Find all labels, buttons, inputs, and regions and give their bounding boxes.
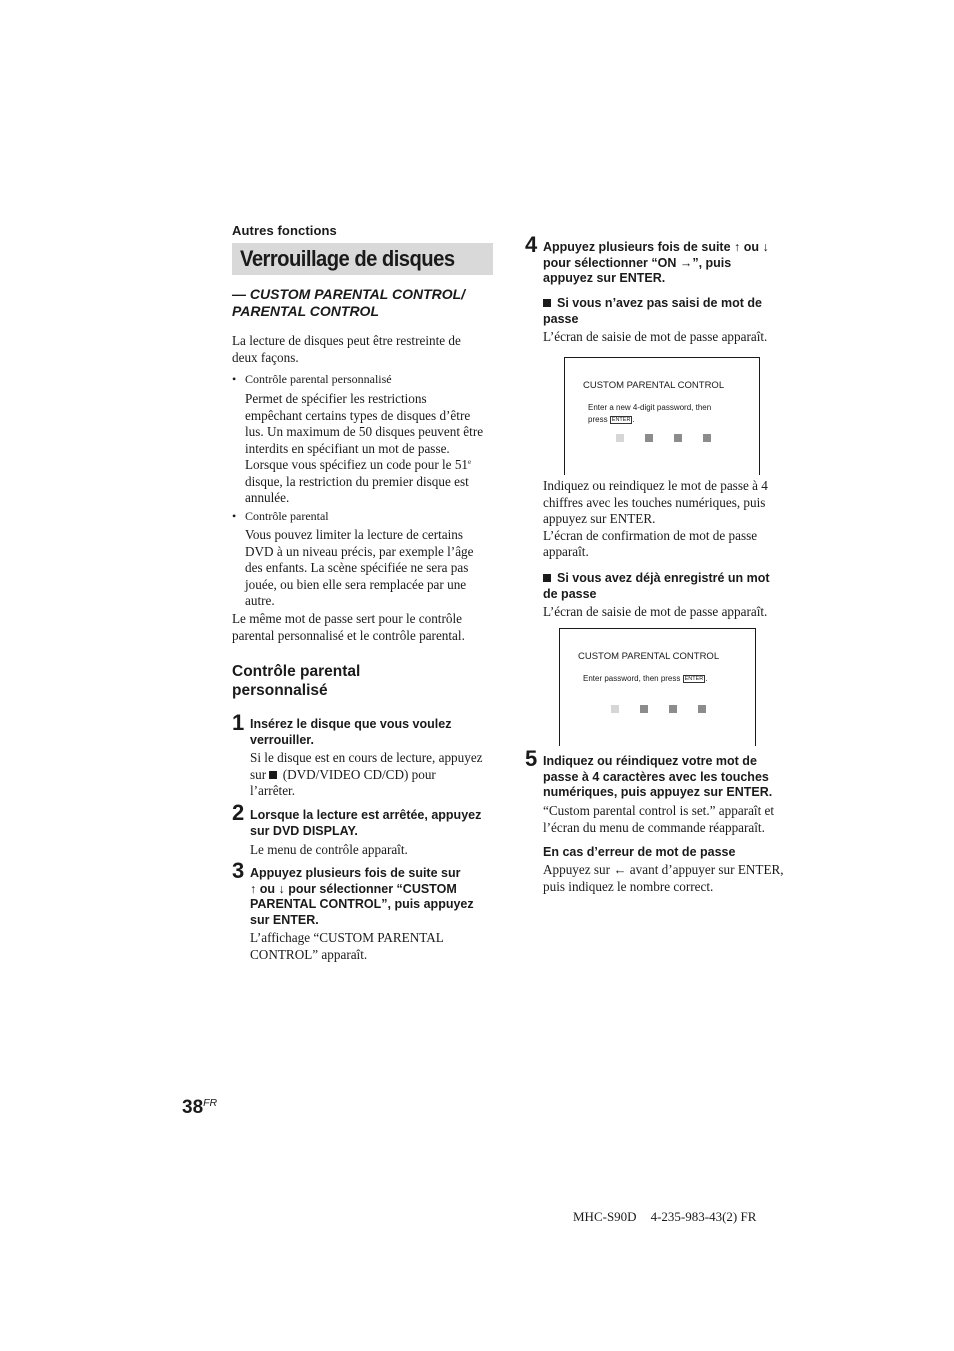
text-line: appuyez sur ENTER.: [543, 271, 666, 285]
password-digit-placeholder: [616, 434, 624, 442]
text-line: Indiquez ou réindiquez votre mot de: [543, 754, 757, 768]
text-line: Insérez le disque que vous voulez: [250, 717, 452, 731]
text-line: puis indiquez le nombre correct.: [543, 878, 714, 894]
text-line: [250, 767, 483, 784]
text-line: Appuyez plusieurs fois de suite ↑ ou ↓: [543, 240, 769, 254]
text-line: Le menu de contrôle apparaît.: [250, 842, 408, 857]
text-line: PARENTAL CONTROL”, puis appuyez: [250, 897, 474, 911]
text-line: empêchant certains types de disques d’être: [245, 407, 471, 423]
bullet-dot: •: [232, 509, 237, 523]
text-span: sur: [250, 766, 267, 782]
bullet-item: [232, 371, 492, 387]
text-line: des enfants. La scène spécifiée ne sera pas: [245, 560, 469, 575]
screen-prompt: [588, 402, 711, 426]
text-line: lus. Un maximum de 50 disques peuvent être: [245, 424, 484, 439]
bullet-dot: •: [232, 372, 237, 386]
bullet-label: Contrôle parental: [245, 509, 329, 523]
text-line: annulée.: [245, 490, 290, 505]
step-instruction: [250, 808, 481, 839]
step-number: 5: [525, 746, 538, 771]
text-line: numériques, puis appuyez sur ENTER.: [543, 785, 773, 799]
case-body: L’écran de saisie de mot de passe apparaît.: [543, 604, 768, 619]
text-line: verrouiller.: [250, 732, 314, 747]
heading-line: Contrôle parental: [232, 663, 361, 680]
text-line: Appuyez sur ← avant d’appuyer sur ENTER,: [543, 862, 784, 877]
text-span: press: [588, 415, 608, 424]
text-span: Lorsque vous spécifiez un code pour le 51: [245, 457, 469, 472]
password-digit-placeholder: [645, 434, 653, 442]
bullet-item: [232, 508, 492, 524]
step-instruction: [250, 717, 451, 748]
password-digit-placeholder: [698, 705, 706, 713]
title-bar: [232, 243, 493, 275]
password-digit-placeholder: [669, 705, 677, 713]
text-line: disque, la restriction du premier disque est: [245, 473, 469, 489]
step-instruction: [250, 866, 474, 928]
footer-model-code: [573, 1209, 756, 1225]
step-detail: [250, 750, 483, 800]
section-label: Autres fonctions: [232, 223, 337, 238]
text-line: ↑ ou ↓ pour sélectionner “CUSTOM: [250, 881, 457, 896]
intro-paragraph: [232, 333, 461, 366]
screen-title: CUSTOM PARENTAL CONTROL: [583, 380, 725, 391]
text-line: Appuyez plusieurs fois de suite sur: [250, 866, 461, 880]
step-number: 2: [232, 800, 245, 825]
text-line: “Custom parental control is set.” apparaît et: [543, 803, 775, 818]
text-line: deux façons.: [232, 349, 299, 365]
text-span: (DVD/VIDEO CD/CD) pour: [282, 766, 436, 782]
case-heading: [543, 296, 762, 327]
text-line: jouée, ou bien elle sera remplacée par une: [245, 576, 467, 592]
text-line: Le même mot de passe sert pour le contrôle: [232, 611, 462, 626]
text-line: sur DVD DISPLAY.: [250, 823, 358, 838]
password-digit-placeholder: [640, 705, 648, 713]
stop-icon: [269, 771, 277, 779]
subtitle-line: — CUSTOM PARENTAL CONTROL/: [232, 286, 466, 302]
text-span: Enter password, then press: [583, 674, 681, 683]
password-digit-placeholder: [674, 434, 682, 442]
text-line: apparaît.: [543, 544, 589, 559]
error-heading: En cas d’erreur de mot de passe: [543, 845, 736, 859]
step-detail: [250, 930, 444, 963]
page-title: Verrouillage de disques: [240, 246, 455, 271]
document-code: 4-235-983-43(2) FR: [650, 1209, 757, 1224]
step-detail: [543, 803, 774, 836]
case-after-text: [543, 478, 768, 561]
text-line: La lecture de disques peut être restreinte de: [232, 333, 461, 348]
subtitle: [232, 286, 465, 320]
password-screen-new: [564, 357, 760, 475]
text-line: Lorsque la lecture est arrêtée, appuyez: [250, 808, 482, 822]
text-line: CONTROL” apparaît.: [250, 946, 368, 962]
text-line: L’affichage “CUSTOM PARENTAL: [250, 930, 444, 945]
text-line: parental personnalisé et le contrôle parental.: [232, 627, 465, 643]
enter-key-icon: ENTER: [611, 417, 631, 423]
text-line: appuyez sur ENTER.: [543, 511, 656, 526]
text-span: Si vous n’avez pas saisi de mot de: [557, 296, 762, 310]
square-bullet-icon: [543, 574, 551, 582]
password-screen-existing: [559, 628, 756, 746]
text-line: L’écran de confirmation de mot de passe: [543, 527, 758, 543]
subtitle-line: PARENTAL CONTROL: [232, 303, 379, 319]
case-body: L’écran de saisie de mot de passe apparaît.: [543, 329, 768, 344]
text-line: pour sélectionner “ON →”, puis: [543, 255, 732, 270]
text-line: l’écran du menu de commande réapparaît.: [543, 819, 765, 835]
step-instruction: [543, 240, 769, 287]
text-line: press ENTER .: [588, 415, 635, 424]
screen-title: CUSTOM PARENTAL CONTROL: [578, 651, 720, 662]
step-detail: [250, 842, 408, 859]
step-number: 1: [232, 710, 245, 735]
bullet-label: Contrôle parental personnalisé: [245, 372, 392, 386]
section-heading: [232, 662, 360, 700]
text-line: autre.: [245, 593, 275, 608]
step-number: 3: [232, 858, 245, 883]
text-line: DVD à un niveau précis, par exemple l’âge: [245, 543, 474, 559]
text-line: Permet de spécifier les restrictions: [245, 391, 427, 406]
text-line: sur ENTER.: [250, 912, 319, 927]
superscript: e: [468, 458, 472, 466]
error-body: [543, 862, 784, 895]
text-line: Indiquez ou reindiquez le mot de passe à 4: [543, 478, 768, 493]
text-line: Enter a new 4-digit password, then: [588, 403, 712, 412]
password-digit-placeholder: [703, 434, 711, 442]
page-language-suffix: FR: [203, 1097, 218, 1109]
step-number: 4: [525, 232, 538, 257]
enter-key-icon: ENTER: [684, 676, 704, 682]
text-line: de passe: [543, 586, 597, 601]
bullet-description: [245, 527, 495, 610]
square-bullet-icon: [543, 299, 551, 307]
text-line: [543, 296, 762, 312]
step-instruction: [543, 754, 772, 801]
password-digit-placeholder: [611, 705, 619, 713]
text-line: [245, 457, 495, 474]
text-line: passe: [543, 311, 579, 326]
text-line: interdits en spécifiant un mot de passe.: [245, 440, 450, 456]
model-name: MHC-S90D: [573, 1209, 637, 1224]
screen-prompt: Enter password, then press ENTER .: [583, 674, 708, 683]
case-heading: [543, 571, 770, 602]
page-number-value: 38: [182, 1097, 204, 1118]
heading-line: personnalisé: [232, 682, 328, 699]
text-line: chiffres avec les touches numériques, puis: [543, 494, 766, 510]
text-line: passe à 4 caractères avec les touches: [543, 769, 769, 784]
text-line: Si le disque est en cours de lecture, appuyez: [250, 750, 483, 765]
text-span: Si vous avez déjà enregistré un mot: [557, 571, 770, 585]
bullet-description: [245, 391, 495, 507]
text-line: l’arrêter.: [250, 783, 296, 798]
text-line: Vous pouvez limiter la lecture de certains: [245, 527, 464, 542]
text-line: [543, 571, 770, 587]
page-number: [182, 1097, 217, 1119]
same-password-note: [232, 611, 465, 644]
